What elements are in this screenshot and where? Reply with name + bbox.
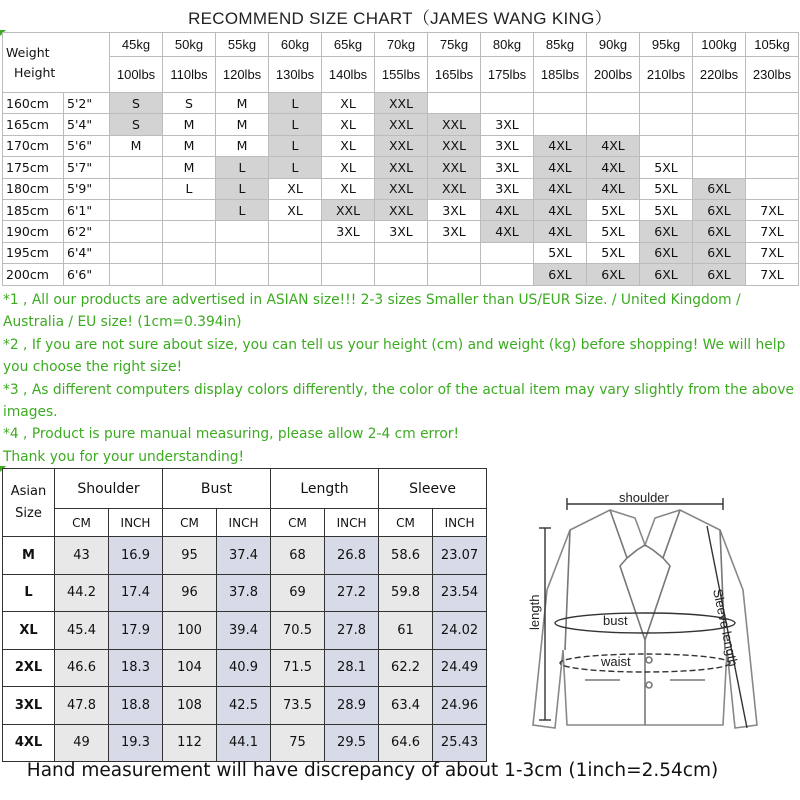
measure-value: 112	[163, 724, 217, 762]
height-cm: 180cm	[3, 178, 64, 199]
height-ft: 5'9"	[64, 178, 110, 199]
measure-value: 37.8	[217, 574, 271, 612]
height-ft: 6'1"	[64, 199, 110, 220]
measure-value: 75	[271, 724, 325, 762]
measure-value: 26.8	[325, 537, 379, 575]
measure-value: 63.4	[379, 687, 433, 725]
size-cell	[163, 242, 216, 263]
size-cell: S	[110, 114, 163, 135]
size-cell: XL	[322, 178, 375, 199]
measure-value: 44.1	[217, 724, 271, 762]
size-cell: 3XL	[375, 221, 428, 242]
size-cell: L	[269, 135, 322, 156]
measure-value: 42.5	[217, 687, 271, 725]
measure-value: 17.9	[109, 612, 163, 650]
size-cell: 4XL	[481, 221, 534, 242]
size-cell: 4XL	[534, 178, 587, 199]
size-cell: XXL	[428, 135, 481, 156]
unit-header: CM	[55, 509, 109, 537]
size-cell	[746, 93, 799, 114]
size-cell: L	[163, 178, 216, 199]
size-cell: 6XL	[693, 221, 746, 242]
size-cell	[746, 114, 799, 135]
size-cell: XL	[322, 157, 375, 178]
measure-value: 47.8	[55, 687, 109, 725]
measure-value: 19.3	[109, 724, 163, 762]
size-cell: 3XL	[428, 199, 481, 220]
unit-header: CM	[271, 509, 325, 537]
size-cell: XXL	[375, 157, 428, 178]
weight-kg-header: 105kg	[746, 33, 799, 57]
weight-kg-header: 80kg	[481, 33, 534, 57]
height-ft: 6'4"	[64, 242, 110, 263]
measure-value: 27.2	[325, 574, 379, 612]
size-cell	[269, 221, 322, 242]
size-cell	[640, 135, 693, 156]
measure-value: 27.8	[325, 612, 379, 650]
weight-kg-header: 50kg	[163, 33, 216, 57]
weight-lbs-header: 130lbs	[269, 57, 322, 93]
measure-group-header: Bust	[163, 469, 271, 509]
unit-header: INCH	[217, 509, 271, 537]
measure-value: 24.49	[433, 649, 487, 687]
size-cell: 6XL	[693, 199, 746, 220]
size-cell: S	[163, 93, 216, 114]
size-cell: 5XL	[587, 242, 640, 263]
weight-lbs-header: 175lbs	[481, 57, 534, 93]
measure-value: 24.96	[433, 687, 487, 725]
measure-value: 69	[271, 574, 325, 612]
notes-section	[3, 289, 799, 468]
size-cell: 5XL	[640, 157, 693, 178]
note-line: *1 , All our products are advertised in ASIAN size!!! 2-3 sizes Smaller than US/EUR Size. / United Kingdom / Australia / EU size! (1cm=0.394in)	[3, 292, 741, 331]
weight-lbs-header: 155lbs	[375, 57, 428, 93]
size-label: M	[3, 537, 55, 575]
measure-value: 108	[163, 687, 217, 725]
size-cell: 5XL	[587, 199, 640, 220]
size-cell: 4XL	[587, 157, 640, 178]
waist-label: waist	[601, 654, 631, 669]
weight-lbs-header: 165lbs	[428, 57, 481, 93]
measure-value: 73.5	[271, 687, 325, 725]
size-cell: XXL	[428, 178, 481, 199]
measure-value: 59.8	[379, 574, 433, 612]
measure-value: 16.9	[109, 537, 163, 575]
measure-group-header: Shoulder	[55, 469, 163, 509]
size-cell: 3XL	[481, 157, 534, 178]
size-cell: XL	[269, 178, 322, 199]
note-line: *4 , Product is pure manual measuring, please allow 2-4 cm error!	[3, 426, 459, 443]
measure-value: 64.6	[379, 724, 433, 762]
size-chart-row	[3, 199, 799, 220]
note-line: *2 , If you are not sure about size, you can tell us your height (cm) and weight (kg) before shopping! We will help you choose the right size!	[3, 336, 786, 376]
measure-value: 18.3	[109, 649, 163, 687]
size-cell: 4XL	[587, 135, 640, 156]
measure-value: 39.4	[217, 612, 271, 650]
size-cell	[428, 93, 481, 114]
measure-value: 18.8	[109, 687, 163, 725]
weight-kg-header: 75kg	[428, 33, 481, 57]
table-row	[3, 687, 487, 725]
size-cell: L	[216, 178, 269, 199]
size-cell	[746, 178, 799, 199]
size-cell: L	[269, 93, 322, 114]
size-cell: 3XL	[428, 221, 481, 242]
size-chart-row	[3, 135, 799, 156]
size-cell	[640, 93, 693, 114]
size-cell	[163, 264, 216, 285]
size-cell: L	[216, 157, 269, 178]
weight-lbs-header: 220lbs	[693, 57, 746, 93]
weight-lbs-header: 110lbs	[163, 57, 216, 93]
size-cell: 4XL	[534, 135, 587, 156]
size-cell	[375, 242, 428, 263]
size-cell: L	[269, 114, 322, 135]
weight-kg-header: 70kg	[375, 33, 428, 57]
height-ft: 5'7"	[64, 157, 110, 178]
size-cell	[110, 178, 163, 199]
size-cell: 4XL	[587, 178, 640, 199]
measure-value: 96	[163, 574, 217, 612]
size-cell	[216, 264, 269, 285]
measure-value: 17.4	[109, 574, 163, 612]
measure-value: 70.5	[271, 612, 325, 650]
length-label: length	[527, 594, 542, 630]
weight-kg-header: 45kg	[110, 33, 163, 57]
size-cell	[481, 242, 534, 263]
size-cell: 6XL	[640, 264, 693, 285]
measure-value: 100	[163, 612, 217, 650]
size-cell: M	[163, 135, 216, 156]
measure-value: 43	[55, 537, 109, 575]
size-cell	[110, 199, 163, 220]
size-cell: L	[269, 157, 322, 178]
size-cell: M	[216, 93, 269, 114]
size-cell	[587, 114, 640, 135]
size-label: XL	[3, 612, 55, 650]
height-cm: 165cm	[3, 114, 64, 135]
size-cell: XL	[322, 135, 375, 156]
weight-kg-header: 100kg	[693, 33, 746, 57]
size-chart-row	[3, 157, 799, 178]
footer-note: Hand measurement will have discrepancy of about 1-3cm (1inch=2.54cm)	[26, 760, 719, 781]
measure-value: 40.9	[217, 649, 271, 687]
size-cell: XXL	[375, 178, 428, 199]
measure-value: 25.43	[433, 724, 487, 762]
weight-lbs-header: 100lbs	[110, 57, 163, 93]
weight-label: Weight	[6, 44, 50, 60]
size-chart-row	[3, 264, 799, 285]
height-cm: 160cm	[3, 93, 64, 114]
weight-lbs-header: 120lbs	[216, 57, 269, 93]
size-cell: XL	[322, 114, 375, 135]
size-cell	[163, 221, 216, 242]
height-cm: 200cm	[3, 264, 64, 285]
size-chart-row	[3, 221, 799, 242]
size-cell: 6XL	[693, 264, 746, 285]
size-cell	[693, 157, 746, 178]
height-cm: 190cm	[3, 221, 64, 242]
table-row	[3, 537, 487, 575]
size-cell	[693, 93, 746, 114]
note-line: Thank you for your understanding!	[3, 448, 245, 465]
size-cell: 3XL	[481, 135, 534, 156]
size-cell: XXL	[375, 199, 428, 220]
size-cell	[534, 93, 587, 114]
note-line: *3 , As different computers display colors differently, the color of the actual item may vary slightly from the above images.	[3, 381, 795, 421]
size-label: 3XL	[3, 687, 55, 725]
size-cell	[375, 264, 428, 285]
table-row	[3, 649, 487, 687]
size-cell	[216, 242, 269, 263]
size-label: L	[3, 574, 55, 612]
measure-value: 68	[271, 537, 325, 575]
size-label: 2XL	[3, 649, 55, 687]
measure-value: 61	[379, 612, 433, 650]
size-cell	[587, 93, 640, 114]
measure-value: 95	[163, 537, 217, 575]
size-cell	[269, 242, 322, 263]
size-cell	[110, 242, 163, 263]
weight-kg-header: 95kg	[640, 33, 693, 57]
measurement-table	[2, 468, 487, 762]
weight-kg-header: 60kg	[269, 33, 322, 57]
size-cell: 4XL	[534, 221, 587, 242]
size-cell: 7XL	[746, 264, 799, 285]
shoulder-label: shoulder	[619, 490, 669, 505]
size-cell: L	[216, 199, 269, 220]
height-ft: 5'2"	[64, 93, 110, 114]
size-chart-row	[3, 242, 799, 263]
size-cell: 4XL	[481, 199, 534, 220]
size-cell: 4XL	[534, 157, 587, 178]
size-cell: XXL	[428, 157, 481, 178]
size-cell	[163, 199, 216, 220]
size-cell	[534, 114, 587, 135]
size-cell	[269, 264, 322, 285]
unit-header: INCH	[109, 509, 163, 537]
size-cell	[746, 157, 799, 178]
size-cell: XXL	[375, 114, 428, 135]
page-title: RECOMMEND SIZE CHART（JAMES WANG KING）	[188, 9, 612, 28]
size-cell: S	[110, 93, 163, 114]
measure-value: 23.54	[433, 574, 487, 612]
bust-label: bust	[603, 613, 628, 628]
size-cell: 4XL	[534, 199, 587, 220]
size-cell: XL	[322, 93, 375, 114]
size-cell: M	[163, 114, 216, 135]
size-cell	[110, 264, 163, 285]
size-chart-row	[3, 93, 799, 114]
size-cell	[693, 135, 746, 156]
height-cm: 185cm	[3, 199, 64, 220]
height-label: Height	[14, 64, 56, 80]
asian-size-header: Asian Size	[3, 469, 55, 537]
measure-value: 46.6	[55, 649, 109, 687]
table-row	[3, 724, 487, 762]
size-cell: 3XL	[481, 178, 534, 199]
height-ft: 5'6"	[64, 135, 110, 156]
measure-value: 24.02	[433, 612, 487, 650]
unit-header: CM	[163, 509, 217, 537]
height-cm: 195cm	[3, 242, 64, 263]
size-cell: XXL	[375, 93, 428, 114]
measure-value: 23.07	[433, 537, 487, 575]
measure-value: 58.6	[379, 537, 433, 575]
size-cell	[640, 114, 693, 135]
size-cell: M	[216, 114, 269, 135]
size-cell: XXL	[322, 199, 375, 220]
measure-value: 44.2	[55, 574, 109, 612]
measure-value: 104	[163, 649, 217, 687]
weight-kg-header: 65kg	[322, 33, 375, 57]
height-cm: 170cm	[3, 135, 64, 156]
size-chart-row	[3, 114, 799, 135]
measure-value: 28.9	[325, 687, 379, 725]
size-cell: 7XL	[746, 242, 799, 263]
height-ft: 6'2"	[64, 221, 110, 242]
size-cell: M	[163, 157, 216, 178]
unit-header: CM	[379, 509, 433, 537]
size-cell	[693, 114, 746, 135]
size-cell	[481, 264, 534, 285]
size-cell	[322, 264, 375, 285]
size-cell: 7XL	[746, 221, 799, 242]
size-cell: 5XL	[640, 178, 693, 199]
unit-header: INCH	[325, 509, 379, 537]
measure-group-header: Sleeve	[379, 469, 487, 509]
sleeve-length-label: Sleeve length	[710, 587, 742, 668]
size-cell: 6XL	[693, 242, 746, 263]
measure-value: 45.4	[55, 612, 109, 650]
size-label: 4XL	[3, 724, 55, 762]
measure-value: 62.2	[379, 649, 433, 687]
size-cell	[481, 93, 534, 114]
height-ft: 6'6"	[64, 264, 110, 285]
measure-value: 37.4	[217, 537, 271, 575]
size-cell: XL	[269, 199, 322, 220]
size-cell: 5XL	[587, 221, 640, 242]
weight-lbs-header: 185lbs	[534, 57, 587, 93]
measure-value: 71.5	[271, 649, 325, 687]
unit-header: INCH	[433, 509, 487, 537]
measure-group-header: Length	[271, 469, 379, 509]
table-row	[3, 612, 487, 650]
size-cell: 6XL	[587, 264, 640, 285]
size-cell: 6XL	[693, 178, 746, 199]
jacket-diagram	[495, 470, 795, 755]
size-cell	[110, 221, 163, 242]
weight-lbs-header: 210lbs	[640, 57, 693, 93]
size-cell: 3XL	[322, 221, 375, 242]
size-cell	[110, 157, 163, 178]
size-cell: 6XL	[640, 242, 693, 263]
size-cell	[216, 221, 269, 242]
size-cell: M	[110, 135, 163, 156]
size-chart-row	[3, 178, 799, 199]
size-cell	[322, 242, 375, 263]
size-cell	[746, 135, 799, 156]
size-chart-table	[2, 32, 799, 286]
size-cell: XXL	[428, 114, 481, 135]
weight-kg-header: 90kg	[587, 33, 640, 57]
size-cell: XXL	[375, 135, 428, 156]
size-cell: 6XL	[640, 221, 693, 242]
size-cell: 5XL	[534, 242, 587, 263]
weight-lbs-header: 230lbs	[746, 57, 799, 93]
weight-lbs-header: 140lbs	[322, 57, 375, 93]
height-ft: 5'4"	[64, 114, 110, 135]
weight-lbs-header: 200lbs	[587, 57, 640, 93]
weight-height-corner	[3, 33, 110, 93]
size-cell	[428, 264, 481, 285]
measure-value: 29.5	[325, 724, 379, 762]
weight-kg-header: 85kg	[534, 33, 587, 57]
weight-kg-header: 55kg	[216, 33, 269, 57]
size-cell: 6XL	[534, 264, 587, 285]
size-cell: M	[216, 135, 269, 156]
size-cell	[428, 242, 481, 263]
measure-value: 28.1	[325, 649, 379, 687]
size-cell: 3XL	[481, 114, 534, 135]
size-cell: 5XL	[640, 199, 693, 220]
table-row	[3, 574, 487, 612]
height-cm: 175cm	[3, 157, 64, 178]
size-cell: 7XL	[746, 199, 799, 220]
measure-value: 49	[55, 724, 109, 762]
